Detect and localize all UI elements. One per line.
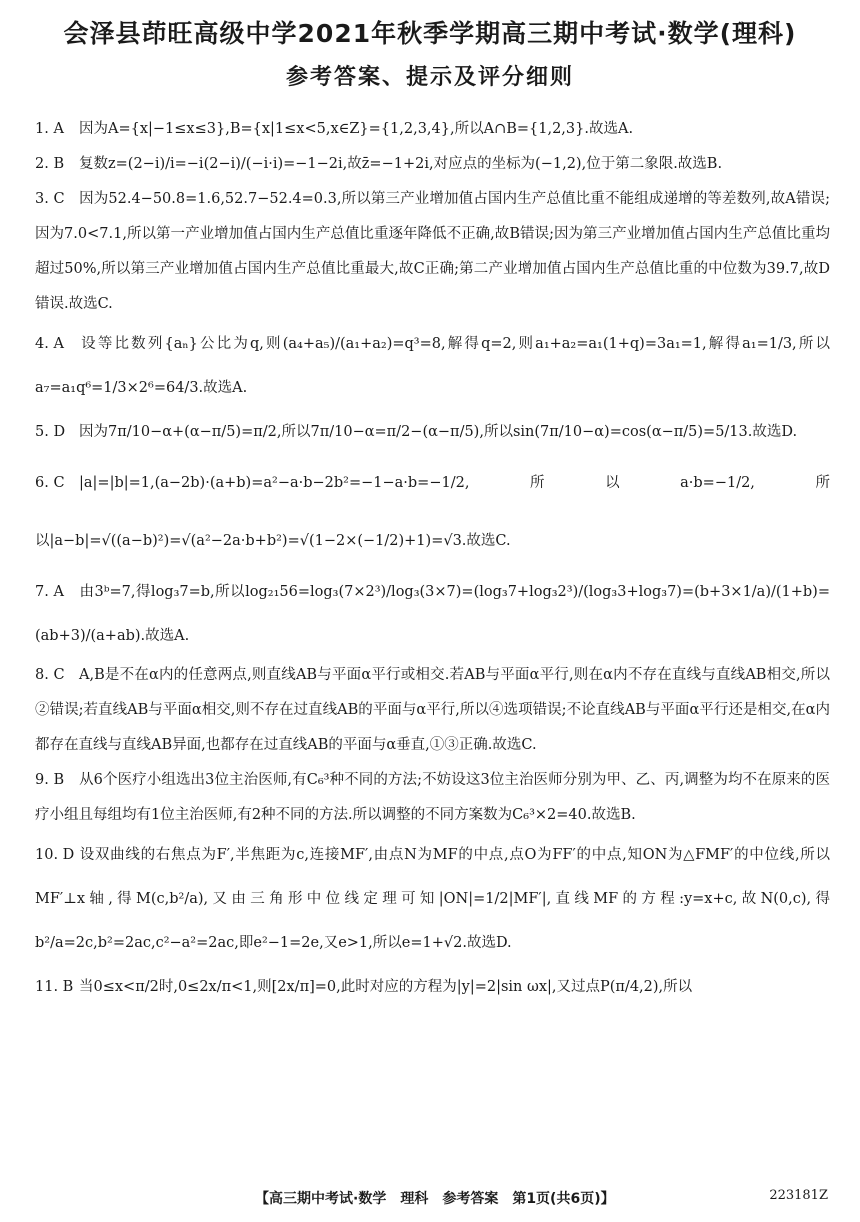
answer-item-2 — [35, 147, 830, 182]
answer-item-1 — [35, 112, 830, 147]
answer-number: 5. D — [35, 424, 66, 440]
answer-number: 3. C — [35, 191, 65, 207]
answer-text: 因为7π/10−α+(α−π/5)=π/2,所以7π/10−α=π/2−(α−π/5),所以sin(7π/10−α)=cos(α−π/5)=5/13.故选D. — [79, 424, 798, 440]
answer-item-4 — [35, 322, 830, 410]
answer-item-3 — [35, 182, 830, 322]
answer-text: 设双曲线的右焦点为F′,半焦距为c,连接MF′,由点N为MF的中点,点O为FF′的中点,知ON为△FMF′的中位线,所以MF′⊥x轴,得M(c,b²/a),又由三角形中位线定理可知|ON|=1/2|MF′|,直线MF的方程:y=x+c,故N(0,c),得b²/a=2c,b²=2ac,c²−a²=2ac,即e²−1=2e,又e>1,所以e=1+√2.故选D. — [35, 847, 830, 951]
answer-text: 当0≤x<π/2时,0≤2x/π<1,则[2x/π]=0,此时对应的方程为|y|=2|sin ωx|,又过点P(π/4,2),所以 — [79, 979, 693, 995]
footer-text: 【高三期中考试·数学 理科 参考答案 第1页(共6页)】 — [255, 1191, 615, 1207]
page-title: 会泽县茚旺高级中学2021年秋季学期高三期中考试·数学(理科) — [63, 19, 797, 48]
answer-text: 设等比数列{aₙ}公比为q,则(a₄+a₅)/(a₁+a₂)=q³=8,解得q=2,则a₁+a₂=a₁(1+q)=3a₁=1,解得a₁=1/3,所以a₇=a₁q⁶=1/3×2⁶=64/3.故选A. — [35, 336, 830, 396]
answer-list — [35, 112, 830, 1009]
answer-number: 8. C — [35, 667, 65, 683]
answer-text: 由3ᵇ=7,得log₃7=b,所以log₂₁56=log₃(7×2³)/log₃(3×7)=(log₃7+log₃2³)/(log₃3+log₃7)=(b+3×1/a)/(1+b)=(ab+3)/(a+ab).故选A. — [35, 584, 830, 644]
answer-item-8 — [35, 658, 830, 763]
answer-number: 9. B — [35, 772, 65, 788]
answer-number: 11. B — [35, 979, 74, 995]
answer-number: 10. D — [35, 847, 75, 863]
answer-text: 从6个医疗小组选出3位主治医师,有C₆³种不同的方法;不妨设这3位主治医师分别为甲、乙、丙,调整为均不在原来的医疗小组且每组均有1位主治医师,有2种不同的方法.所以调整的不同方案数为C₆³×2=40.故选B. — [35, 772, 830, 823]
answer-text: 因为52.4−50.8=1.6,52.7−52.4=0.3,所以第三产业增加值占国内生产总值比重不能组成递增的等差数列,故A错误;因为7.0<7.1,所以第一产业增加值占国内生产总值比重逐年降低不正确,故B错误;因为第三产业增加值占国内生产总值比重均超过50%,所以第三产业增加值占国内生产总值比重最大,故C正确;第二产业增加值占国内生产总值比重的中位数为39.7,故D错误.故选C. — [35, 191, 830, 312]
answer-text: A,B是不在α内的任意两点,则直线AB与平面α平行或相交.若AB与平面α平行,则在α内不存在直线与直线AB相交,所以②错误;若直线AB与平面α相交,则不存在过直线AB的平面与α平行,所以④选项错误;不论直线AB与平面α平行还是相交,在α内都存在直线与直线AB异面,也都存在过直线AB的平面与α垂直,①③正确.故选C. — [35, 667, 830, 753]
answer-item-10 — [35, 833, 830, 965]
answer-item-11 — [35, 965, 830, 1009]
answer-item-9 — [35, 763, 830, 833]
answer-text: 因为A={x|−1≤x≤3},B={x|1≤x<5,x∈Z}={1,2,3,4},所以A∩B={1,2,3}.故选A. — [79, 121, 634, 137]
answer-item-6 — [35, 454, 830, 570]
footer-code: 223181Z — [769, 1188, 828, 1203]
answer-text: 复数z=(2−i)/i=−i(2−i)/(−i·i)=−1−2i,故z̄=−1+2i,对应点的坐标为(−1,2),位于第二象限.故选B. — [79, 156, 723, 172]
answer-number: 7. A — [35, 584, 64, 600]
answer-number: 6. C — [35, 475, 65, 491]
answer-text: |a|=|b|=1,(a−2b)·(a+b)=a²−a·b−2b²=−1−a·b=−1/2,所以a·b=−1/2,所以|a−b|=√((a−b)²)=√(a²−2a·b+b²)=√(1−2×(−1/2)+1)=√3.故选C. — [35, 475, 830, 549]
page-footer — [0, 1188, 860, 1210]
answer-number: 1. A — [35, 121, 64, 137]
answer-item-7 — [35, 570, 830, 658]
answer-number: 2. B — [35, 156, 65, 172]
page-subtitle: 参考答案、提示及评分细则 — [285, 65, 574, 90]
answer-item-5 — [35, 410, 830, 454]
answer-number: 4. A — [35, 336, 64, 352]
